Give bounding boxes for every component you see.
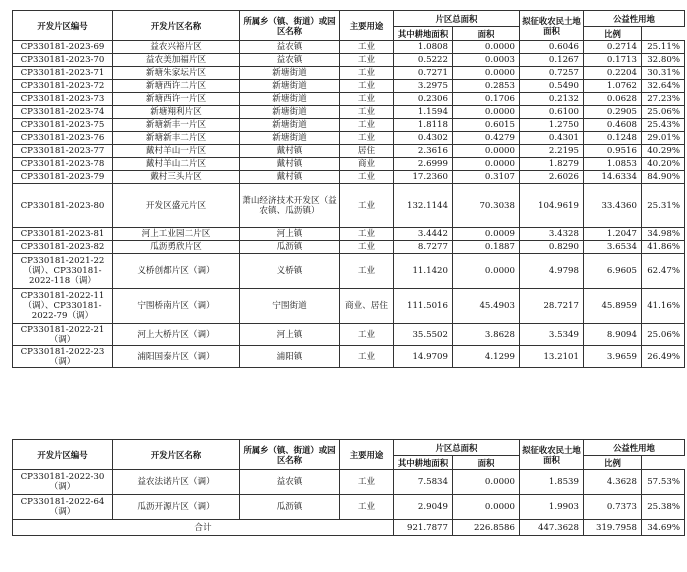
row-farm: 4.1299 bbox=[453, 346, 520, 368]
row-pub-area: 0.4608 bbox=[584, 119, 642, 132]
header-use-2: 主要用途 bbox=[340, 440, 394, 470]
total-farm: 226.8586 bbox=[453, 520, 520, 536]
row-use: 商业 bbox=[340, 158, 394, 171]
row-use: 居住 bbox=[340, 145, 394, 158]
row-pub-ratio: 34.98% bbox=[642, 228, 685, 241]
row-farm: 0.0000 bbox=[453, 254, 520, 289]
row-acq: 0.6046 bbox=[520, 41, 584, 54]
row-area: 35.5502 bbox=[394, 324, 453, 346]
row-farm: 0.0000 bbox=[453, 145, 520, 158]
table-row bbox=[13, 158, 685, 171]
row-name: 瓜沥勇欣片区 bbox=[113, 241, 240, 254]
row-town: 新塘街道 bbox=[240, 119, 340, 132]
total-row bbox=[13, 520, 685, 536]
row-pub-ratio: 84.90% bbox=[642, 171, 685, 184]
row-acq: 104.9619 bbox=[520, 184, 584, 228]
row-pub-area: 45.8959 bbox=[584, 289, 642, 324]
row-pub-area: 1.0762 bbox=[584, 80, 642, 93]
row-farm: 0.4279 bbox=[453, 132, 520, 145]
row-town: 瓜沥镇 bbox=[240, 495, 340, 520]
row-use: 工业 bbox=[340, 67, 394, 80]
row-pub-area: 3.6534 bbox=[584, 241, 642, 254]
row-farm: 3.8628 bbox=[453, 324, 520, 346]
table-row bbox=[13, 184, 685, 228]
header-name-2: 开发片区名称 bbox=[113, 440, 240, 470]
row-pub-ratio: 25.38% bbox=[642, 495, 685, 520]
table-row bbox=[13, 41, 685, 54]
row-pub-area: 0.9516 bbox=[584, 145, 642, 158]
row-town: 新塘街道 bbox=[240, 67, 340, 80]
row-name: 宁围桥南片区（调） bbox=[113, 289, 240, 324]
row-area: 1.0808 bbox=[394, 41, 453, 54]
row-acq: 28.7217 bbox=[520, 289, 584, 324]
row-area: 14.9709 bbox=[394, 346, 453, 368]
row-pub-ratio: 32.80% bbox=[642, 54, 685, 67]
row-area: 2.9049 bbox=[394, 495, 453, 520]
header-farm-2: 其中耕地面积 bbox=[394, 456, 453, 470]
row-area: 111.5016 bbox=[394, 289, 453, 324]
row-code: CP330181-2022-23（调） bbox=[13, 346, 113, 368]
row-farm: 0.0000 bbox=[453, 158, 520, 171]
row-code: CP330181-2023-76 bbox=[13, 132, 113, 145]
header-pub-area-2: 面积 bbox=[453, 456, 520, 470]
row-code: CP330181-2023-71 bbox=[13, 67, 113, 80]
row-pub-area: 8.9094 bbox=[584, 324, 642, 346]
row-town: 戴村镇 bbox=[240, 171, 340, 184]
row-farm: 0.0009 bbox=[453, 228, 520, 241]
row-pub-ratio: 41.16% bbox=[642, 289, 685, 324]
row-town: 益农镇 bbox=[240, 54, 340, 67]
row-code: CP330181-2022-64（调） bbox=[13, 495, 113, 520]
row-pub-ratio: 25.06% bbox=[642, 324, 685, 346]
row-code: CP330181-2023-75 bbox=[13, 119, 113, 132]
row-acq: 2.6026 bbox=[520, 171, 584, 184]
total-pub-area: 319.7958 bbox=[584, 520, 642, 536]
row-use: 工业 bbox=[340, 41, 394, 54]
header-farm: 其中耕地面积 bbox=[394, 27, 453, 41]
row-pub-ratio: 25.31% bbox=[642, 184, 685, 228]
row-town: 戴村镇 bbox=[240, 158, 340, 171]
row-pub-area: 0.1248 bbox=[584, 132, 642, 145]
header-pub-ratio-2: 比例 bbox=[584, 456, 642, 470]
row-code: CP330181-2023-78 bbox=[13, 158, 113, 171]
row-area: 2.3616 bbox=[394, 145, 453, 158]
row-area: 0.5222 bbox=[394, 54, 453, 67]
row-acq: 0.1267 bbox=[520, 54, 584, 67]
row-farm: 0.0003 bbox=[453, 54, 520, 67]
row-use: 工业 bbox=[340, 106, 394, 119]
land-table-secondary bbox=[12, 439, 685, 536]
row-area: 8.7277 bbox=[394, 241, 453, 254]
row-pub-ratio: 29.01% bbox=[642, 132, 685, 145]
row-use: 工业 bbox=[340, 54, 394, 67]
row-acq: 13.2101 bbox=[520, 346, 584, 368]
row-acq: 0.8290 bbox=[520, 241, 584, 254]
row-town: 新塘街道 bbox=[240, 93, 340, 106]
row-town: 河上镇 bbox=[240, 324, 340, 346]
row-name: 开发区盛元片区 bbox=[113, 184, 240, 228]
row-pub-ratio: 25.06% bbox=[642, 106, 685, 119]
row-town: 浦阳镇 bbox=[240, 346, 340, 368]
row-pub-area: 33.4360 bbox=[584, 184, 642, 228]
row-use: 工业 bbox=[340, 495, 394, 520]
row-pub-area: 0.2905 bbox=[584, 106, 642, 119]
table-row bbox=[13, 54, 685, 67]
row-code: CP330181-2023-80 bbox=[13, 184, 113, 228]
row-acq: 3.5349 bbox=[520, 324, 584, 346]
secondary-table-body bbox=[13, 470, 685, 520]
row-code: CP330181-2023-69 bbox=[13, 41, 113, 54]
table-row bbox=[13, 254, 685, 289]
row-code: CP330181-2022-11（调）、CP330181-2022-79（调） bbox=[13, 289, 113, 324]
row-farm: 0.3107 bbox=[453, 171, 520, 184]
row-code: CP330181-2023-82 bbox=[13, 241, 113, 254]
table-row bbox=[13, 132, 685, 145]
row-farm: 0.2853 bbox=[453, 80, 520, 93]
table-row bbox=[13, 119, 685, 132]
row-name: 新塘朱家坛片区 bbox=[113, 67, 240, 80]
row-code: CP330181-2021-22（调）、CP330181-2022-118（调） bbox=[13, 254, 113, 289]
header-use: 主要用途 bbox=[340, 11, 394, 41]
row-farm: 0.1706 bbox=[453, 93, 520, 106]
row-farm: 45.4903 bbox=[453, 289, 520, 324]
row-area: 7.5834 bbox=[394, 470, 453, 495]
row-acq: 2.2195 bbox=[520, 145, 584, 158]
row-name: 戴村三头片区 bbox=[113, 171, 240, 184]
row-use: 工业 bbox=[340, 119, 394, 132]
row-use: 工业 bbox=[340, 184, 394, 228]
row-pub-area: 6.9605 bbox=[584, 254, 642, 289]
row-code: CP330181-2022-21（调） bbox=[13, 324, 113, 346]
header-pub-ratio: 比例 bbox=[584, 27, 642, 41]
row-town: 瓜沥镇 bbox=[240, 241, 340, 254]
table-row bbox=[13, 324, 685, 346]
row-acq: 1.8539 bbox=[520, 470, 584, 495]
row-town: 益农镇 bbox=[240, 41, 340, 54]
row-farm: 0.0000 bbox=[453, 495, 520, 520]
header-public: 公益性用地 bbox=[584, 11, 685, 27]
header-public-2: 公益性用地 bbox=[584, 440, 685, 456]
row-farm: 0.0000 bbox=[453, 41, 520, 54]
row-code: CP330181-2023-70 bbox=[13, 54, 113, 67]
row-area: 0.7271 bbox=[394, 67, 453, 80]
main-table-body bbox=[13, 41, 685, 368]
row-use: 工业 bbox=[340, 324, 394, 346]
header-code-2: 开发片区编号 bbox=[13, 440, 113, 470]
row-code: CP330181-2023-72 bbox=[13, 80, 113, 93]
row-use: 工业 bbox=[340, 80, 394, 93]
row-code: CP330181-2023-81 bbox=[13, 228, 113, 241]
row-town: 萧山经济技术开发区（益农镇、瓜沥镇） bbox=[240, 184, 340, 228]
row-area: 132.1144 bbox=[394, 184, 453, 228]
table-row bbox=[13, 346, 685, 368]
row-farm: 0.1887 bbox=[453, 241, 520, 254]
row-pub-ratio: 40.20% bbox=[642, 158, 685, 171]
row-town: 新塘街道 bbox=[240, 106, 340, 119]
header-acq: 拟征收农民土地面积 bbox=[520, 11, 584, 41]
row-use: 工业 bbox=[340, 254, 394, 289]
row-area: 0.2306 bbox=[394, 93, 453, 106]
row-use: 工业 bbox=[340, 171, 394, 184]
header-pub-area: 面积 bbox=[453, 27, 520, 41]
row-name: 益农兴裕片区 bbox=[113, 41, 240, 54]
row-use: 工业 bbox=[340, 228, 394, 241]
row-area: 1.1594 bbox=[394, 106, 453, 119]
row-acq: 1.9903 bbox=[520, 495, 584, 520]
row-pub-area: 1.2047 bbox=[584, 228, 642, 241]
row-pub-area: 1.0853 bbox=[584, 158, 642, 171]
row-town: 河上镇 bbox=[240, 228, 340, 241]
row-town: 戴村镇 bbox=[240, 145, 340, 158]
row-name: 河上工业园二片区 bbox=[113, 228, 240, 241]
row-acq: 0.2132 bbox=[520, 93, 584, 106]
row-pub-ratio: 26.49% bbox=[642, 346, 685, 368]
row-pub-ratio: 27.23% bbox=[642, 93, 685, 106]
row-acq: 3.4328 bbox=[520, 228, 584, 241]
row-name: 新塘翔利片区 bbox=[113, 106, 240, 119]
row-acq: 0.4301 bbox=[520, 132, 584, 145]
row-area: 3.2975 bbox=[394, 80, 453, 93]
row-area: 11.1420 bbox=[394, 254, 453, 289]
row-use: 工业 bbox=[340, 346, 394, 368]
row-farm: 0.6015 bbox=[453, 119, 520, 132]
row-acq: 1.8279 bbox=[520, 158, 584, 171]
table-row bbox=[13, 106, 685, 119]
row-pub-area: 0.2714 bbox=[584, 41, 642, 54]
row-code: CP330181-2023-77 bbox=[13, 145, 113, 158]
total-area: 921.7877 bbox=[394, 520, 453, 536]
row-acq: 0.5490 bbox=[520, 80, 584, 93]
row-pub-ratio: 30.31% bbox=[642, 67, 685, 80]
table-row bbox=[13, 80, 685, 93]
row-name: 新塘新丰二片区 bbox=[113, 132, 240, 145]
header-area: 片区总面积 bbox=[394, 11, 520, 27]
row-code: CP330181-2023-74 bbox=[13, 106, 113, 119]
table-row bbox=[13, 495, 685, 520]
row-area: 1.8118 bbox=[394, 119, 453, 132]
row-farm: 0.0000 bbox=[453, 67, 520, 80]
row-name: 益农法诺片区（调） bbox=[113, 470, 240, 495]
row-name: 新塘西许一片区 bbox=[113, 93, 240, 106]
table-row bbox=[13, 67, 685, 80]
table-row bbox=[13, 145, 685, 158]
row-use: 工业 bbox=[340, 241, 394, 254]
row-name: 益农美加福片区 bbox=[113, 54, 240, 67]
row-use: 工业 bbox=[340, 93, 394, 106]
row-pub-ratio: 32.64% bbox=[642, 80, 685, 93]
row-name: 河上大桥片区（调） bbox=[113, 324, 240, 346]
row-name: 新塘西许二片区 bbox=[113, 80, 240, 93]
row-pub-ratio: 57.53% bbox=[642, 470, 685, 495]
row-town: 新塘街道 bbox=[240, 80, 340, 93]
row-name: 新塘新丰一片区 bbox=[113, 119, 240, 132]
header-name: 开发片区名称 bbox=[113, 11, 240, 41]
row-name: 瓜沥开源片区（调） bbox=[113, 495, 240, 520]
header-code: 开发片区编号 bbox=[13, 11, 113, 41]
header-area-2: 片区总面积 bbox=[394, 440, 520, 456]
row-area: 0.4302 bbox=[394, 132, 453, 145]
row-town: 益农镇 bbox=[240, 470, 340, 495]
row-area: 2.6999 bbox=[394, 158, 453, 171]
total-label: 合计 bbox=[13, 520, 394, 536]
row-acq: 1.2750 bbox=[520, 119, 584, 132]
row-town: 义桥镇 bbox=[240, 254, 340, 289]
row-farm: 0.0000 bbox=[453, 106, 520, 119]
row-pub-area: 4.3628 bbox=[584, 470, 642, 495]
table-row bbox=[13, 470, 685, 495]
row-name: 戴村羊山二片区 bbox=[113, 158, 240, 171]
row-name: 义桥创都片区（调） bbox=[113, 254, 240, 289]
row-pub-area: 3.9659 bbox=[584, 346, 642, 368]
row-area: 3.4442 bbox=[394, 228, 453, 241]
total-pub-ratio: 34.69% bbox=[642, 520, 685, 536]
table-row bbox=[13, 289, 685, 324]
row-pub-ratio: 25.43% bbox=[642, 119, 685, 132]
row-pub-area: 0.1713 bbox=[584, 54, 642, 67]
row-code: CP330181-2023-73 bbox=[13, 93, 113, 106]
row-use: 商业、居住 bbox=[340, 289, 394, 324]
row-use: 工业 bbox=[340, 470, 394, 495]
row-pub-ratio: 25.11% bbox=[642, 41, 685, 54]
header-town: 所属乡（镇、街道）或园区名称 bbox=[240, 11, 340, 41]
row-pub-area: 0.7373 bbox=[584, 495, 642, 520]
header-town-2: 所属乡（镇、街道）或园区名称 bbox=[240, 440, 340, 470]
table-row bbox=[13, 171, 685, 184]
table-row bbox=[13, 228, 685, 241]
row-name: 浦阳国泰片区（调） bbox=[113, 346, 240, 368]
row-pub-area: 14.6334 bbox=[584, 171, 642, 184]
row-use: 工业 bbox=[340, 132, 394, 145]
row-pub-area: 0.0628 bbox=[584, 93, 642, 106]
row-acq: 0.7257 bbox=[520, 67, 584, 80]
row-code: CP330181-2022-30（调） bbox=[13, 470, 113, 495]
total-acq: 447.3628 bbox=[520, 520, 584, 536]
table-row bbox=[13, 93, 685, 106]
row-pub-ratio: 41.86% bbox=[642, 241, 685, 254]
row-farm: 70.3038 bbox=[453, 184, 520, 228]
row-town: 宁围街道 bbox=[240, 289, 340, 324]
row-acq: 0.6100 bbox=[520, 106, 584, 119]
table-row bbox=[13, 241, 685, 254]
row-name: 戴村羊山一片区 bbox=[113, 145, 240, 158]
row-pub-ratio: 40.29% bbox=[642, 145, 685, 158]
row-pub-ratio: 62.47% bbox=[642, 254, 685, 289]
row-farm: 0.0000 bbox=[453, 470, 520, 495]
row-area: 17.2360 bbox=[394, 171, 453, 184]
row-acq: 4.9798 bbox=[520, 254, 584, 289]
row-code: CP330181-2023-79 bbox=[13, 171, 113, 184]
land-table-main bbox=[12, 10, 685, 368]
row-town: 新塘街道 bbox=[240, 132, 340, 145]
header-acq-2: 拟征收农民土地面积 bbox=[520, 440, 584, 470]
row-pub-area: 0.2204 bbox=[584, 67, 642, 80]
